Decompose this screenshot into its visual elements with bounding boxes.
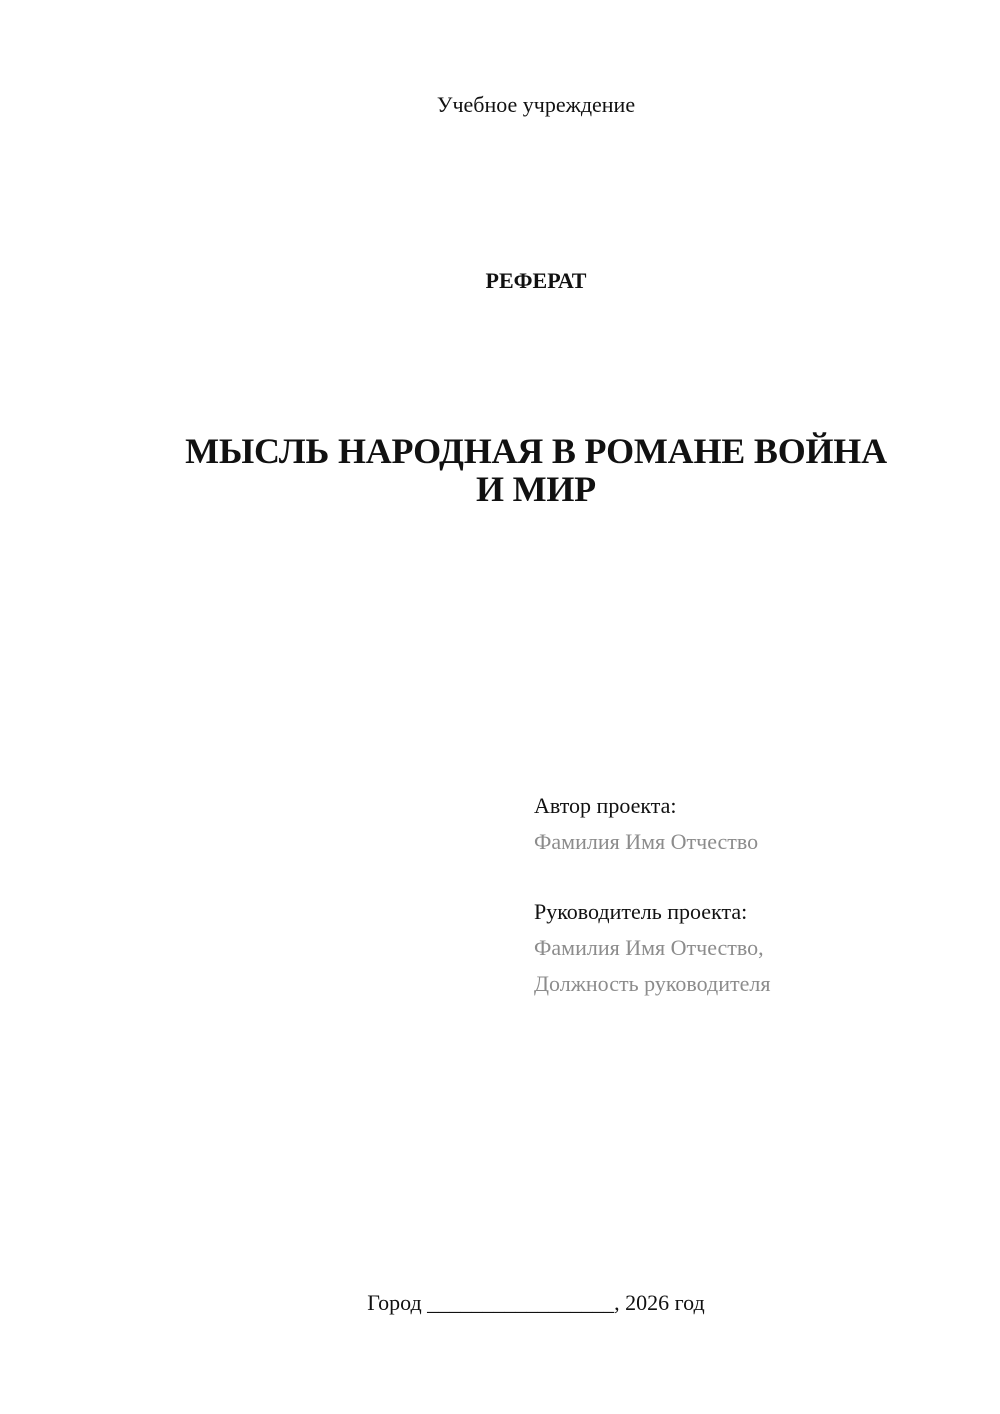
- project-info-block: [534, 788, 974, 1002]
- supervisor-label: Руководитель проекта:: [534, 899, 748, 924]
- document-title-line-2: И МИР: [476, 469, 596, 509]
- document-type-label: РЕФЕРАТ: [485, 268, 587, 293]
- document-title: [140, 432, 932, 508]
- document-title-line-1: МЫСЛЬ НАРОДНАЯ В РОМАНЕ ВОЙНА: [185, 431, 887, 471]
- info-spacer: [534, 860, 974, 894]
- author-label: Автор проекта:: [534, 793, 677, 818]
- author-name: Фамилия Имя Отчество: [534, 829, 759, 854]
- supervisor-position: Должность руководителя: [534, 971, 771, 996]
- city-year-line: Город _________________, 2026 год: [367, 1290, 705, 1315]
- institution-name: Учебное учреждение: [436, 92, 636, 117]
- supervisor-name: Фамилия Имя Отчество,: [534, 935, 764, 960]
